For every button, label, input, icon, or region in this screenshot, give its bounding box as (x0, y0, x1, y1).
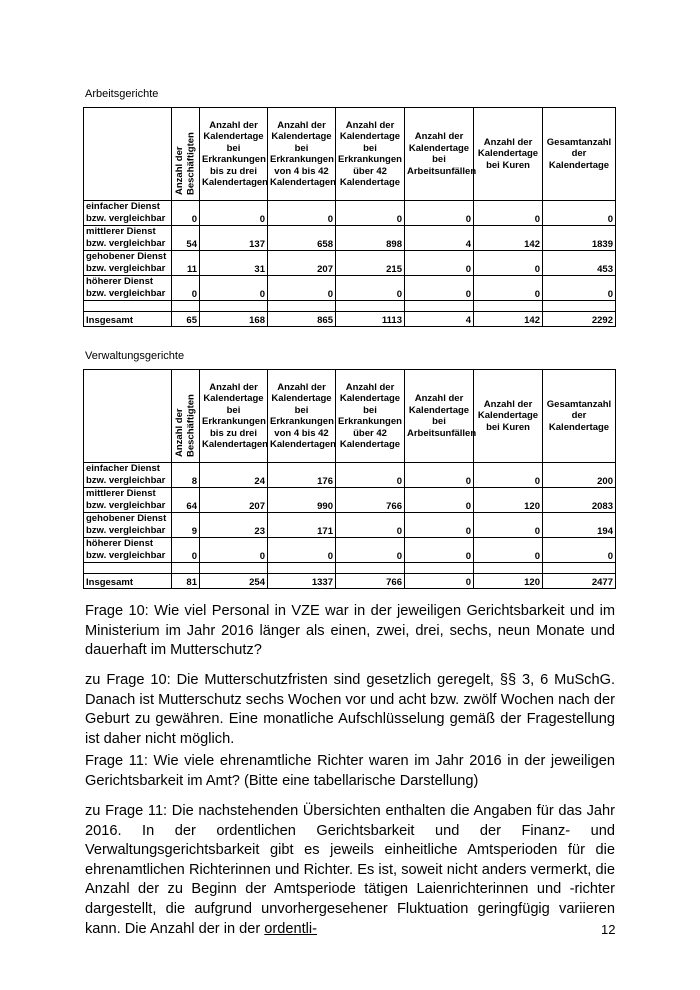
row-label: einfacher Dienst bzw. vergleichbar (84, 201, 172, 226)
table-cell: 176 (268, 463, 336, 488)
table-cell: 0 (543, 276, 616, 301)
table-cell: 0 (543, 538, 616, 563)
table-cell: 0 (336, 513, 405, 538)
total-cell: 2477 (543, 574, 616, 589)
table-cell: 0 (474, 538, 543, 563)
table-cell: 64 (172, 488, 200, 513)
table-cell: 766 (336, 488, 405, 513)
header-cell: Gesamtanzahl der Kalendertage (543, 108, 616, 201)
table-row (84, 201, 616, 226)
row-label: gehobener Dienst bzw. vergleichbar (84, 251, 172, 276)
total-cell: 1113 (336, 312, 405, 327)
header-cell: Anzahl der Beschäftigten (172, 108, 200, 201)
table-cell: 0 (405, 513, 474, 538)
row-label: mittlerer Dienst bzw. vergleichbar (84, 226, 172, 251)
empty-cell (84, 563, 172, 574)
empty-cell (268, 301, 336, 312)
empty-cell (336, 563, 405, 574)
total-cell: 0 (405, 574, 474, 589)
spacer-row (84, 563, 616, 574)
total-cell: 4 (405, 312, 474, 327)
table-cell: 2083 (543, 488, 616, 513)
header-cell: Anzahl der Kalendertage bei Erkrankungen von 4 bis 42 Kalendertagen (268, 370, 336, 463)
table-cell: 658 (268, 226, 336, 251)
header-cell: Anzahl der Beschäftigten (172, 370, 200, 463)
header-cell: Anzahl der Kalendertage bei Erkrankungen über 42 Kalendertage (336, 108, 405, 201)
spacer-row (84, 301, 616, 312)
table-cell: 0 (405, 538, 474, 563)
table-cell: 215 (336, 251, 405, 276)
table-cell: 0 (543, 201, 616, 226)
empty-cell (543, 563, 616, 574)
table-cell: 0 (268, 538, 336, 563)
table-cell: 0 (336, 201, 405, 226)
table-cell: 137 (200, 226, 268, 251)
table-cell: 0 (336, 463, 405, 488)
table-cell: 9 (172, 513, 200, 538)
table-cell: 0 (405, 201, 474, 226)
header-cell: Gesamtanzahl der Kalendertage (543, 370, 616, 463)
table-row (84, 538, 616, 563)
header-cell: Anzahl der Kalendertage bei Erkrankungen bis zu drei Kalendertagen (200, 108, 268, 201)
table-cell: 990 (268, 488, 336, 513)
table-cell: 200 (543, 463, 616, 488)
table-cell: 0 (405, 463, 474, 488)
header-cell: Anzahl der Kalendertage bei Arbeitsunfällen (405, 108, 474, 201)
table-cell: 0 (474, 513, 543, 538)
total-label: Insgesamt (84, 574, 172, 589)
table-row (84, 488, 616, 513)
total-cell: 120 (474, 574, 543, 589)
total-cell: 65 (172, 312, 200, 327)
total-row (84, 574, 616, 589)
table-caption: Arbeitsgerichte (85, 88, 159, 100)
empty-cell (474, 563, 543, 574)
table-cell: 24 (200, 463, 268, 488)
table-cell: 54 (172, 226, 200, 251)
table-cell: 207 (268, 251, 336, 276)
empty-cell (336, 301, 405, 312)
sick-days-table-labour-courts (83, 107, 616, 327)
empty-cell (172, 301, 200, 312)
header-blank-cell (84, 108, 172, 201)
table-cell: 0 (405, 488, 474, 513)
row-label: einfacher Dienst bzw. vergleichbar (84, 463, 172, 488)
total-cell: 254 (200, 574, 268, 589)
table-row (84, 226, 616, 251)
header-cell: Anzahl der Kalendertage bei Erkrankungen bis zu drei Kalendertagen (200, 370, 268, 463)
table-cell: 0 (336, 276, 405, 301)
table-cell: 0 (474, 276, 543, 301)
table-cell: 0 (336, 538, 405, 563)
page-number: 12 (601, 922, 616, 937)
row-label: mittlerer Dienst bzw. vergleichbar (84, 488, 172, 513)
header-blank-cell (84, 370, 172, 463)
table-cell: 0 (200, 538, 268, 563)
table-cell: 207 (200, 488, 268, 513)
row-label: höherer Dienst bzw. vergleichbar (84, 538, 172, 563)
header-cell: Anzahl der Kalendertage bei Arbeitsunfällen (405, 370, 474, 463)
table-cell: 142 (474, 226, 543, 251)
total-cell: 142 (474, 312, 543, 327)
table-cell: 0 (172, 276, 200, 301)
header-row (84, 370, 616, 463)
header-cell: Anzahl der Kalendertage bei Erkrankungen von 4 bis 42 Kalendertagen (268, 108, 336, 201)
table-cell: 0 (200, 201, 268, 226)
total-cell: 168 (200, 312, 268, 327)
table-cell: 0 (172, 201, 200, 226)
header-cell: Anzahl der Kalendertage bei Erkrankungen über 42 Kalendertage (336, 370, 405, 463)
row-label: gehobener Dienst bzw. vergleichbar (84, 513, 172, 538)
table-cell: 11 (172, 251, 200, 276)
table-cell: 0 (268, 201, 336, 226)
answer-10: zu Frage 10: Die Mutterschutzfristen sind gesetzlich geregelt, §§ 3, 6 MuSchG. Danach ist Mutterschutz sechs Wochen vor und acht bzw. zwölf Wochen nach der Geburt zu gewähren. Eine monatliche Aufschlüsselung gemäß der Fragestellung ist daher nicht möglich. (85, 672, 615, 747)
total-row (84, 312, 616, 327)
empty-cell (200, 301, 268, 312)
table-row (84, 513, 616, 538)
answer-11 (85, 802, 615, 939)
table-caption: Verwaltungsgerichte (85, 350, 185, 362)
table-cell: 0 (474, 201, 543, 226)
empty-cell (405, 563, 474, 574)
header-cell: Anzahl der Kalendertage bei Kuren (474, 108, 543, 201)
table-row (84, 251, 616, 276)
table-row (84, 276, 616, 301)
empty-cell (200, 563, 268, 574)
empty-cell (405, 301, 474, 312)
question-10: Frage 10: Wie viel Personal in VZE war in der jeweiligen Gerichtsbarkeit und im Ministerium im Jahr 2016 länger als einen, zwei, drei, sechs, neun Monate und dauerhaft im Mutterschutz? (85, 603, 615, 659)
empty-cell (543, 301, 616, 312)
table-cell: 23 (200, 513, 268, 538)
table-cell: 0 (474, 251, 543, 276)
total-label: Insgesamt (84, 312, 172, 327)
answer-11-text: zu Frage 11: Die nachstehenden Übersichten enthalten die Angaben für das Jahr 2016. In der ordentlichen Gerichtsbarkeit und der Finanz- und Verwaltungsgerichtsbarkeit gibt es jeweils einheitliche Amtsperioden für die ehrenamtlichen Richterinnen und Richter. Es ist, soweit nicht anders vermerkt, die Anzahl der zu Beginn der Amtsperiode tätigen Laienrichterinnen und -richter dargestellt, die aufgrund unvorhergesehener Fluktuation geringfügig variieren kann. Die Anzahl der in der (85, 803, 615, 937)
row-label: höherer Dienst bzw. vergleichbar (84, 276, 172, 301)
table-cell: 171 (268, 513, 336, 538)
empty-cell (268, 563, 336, 574)
table-cell: 0 (405, 251, 474, 276)
sick-days-table-administrative-courts (83, 369, 616, 589)
total-cell: 1337 (268, 574, 336, 589)
total-cell: 2292 (543, 312, 616, 327)
answer-11-underlined-word: ordentli- (264, 920, 318, 937)
table-cell: 4 (405, 226, 474, 251)
table-cell: 453 (543, 251, 616, 276)
table-cell: 0 (268, 276, 336, 301)
empty-cell (84, 301, 172, 312)
total-cell: 865 (268, 312, 336, 327)
table-cell: 120 (474, 488, 543, 513)
header-cell: Anzahl der Kalendertage bei Kuren (474, 370, 543, 463)
empty-cell (172, 563, 200, 574)
table-cell: 31 (200, 251, 268, 276)
table-cell: 8 (172, 463, 200, 488)
table-cell: 0 (200, 276, 268, 301)
question-11: Frage 11: Wie viele ehrenamtliche Richter waren im Jahr 2016 in der jeweiligen Gerichtsbarkeit im Amt? (Bitte eine tabellarische Darstellung) (85, 753, 615, 789)
table-row (84, 463, 616, 488)
total-cell: 766 (336, 574, 405, 589)
table-cell: 898 (336, 226, 405, 251)
total-cell: 81 (172, 574, 200, 589)
empty-cell (474, 301, 543, 312)
table-cell: 0 (172, 538, 200, 563)
header-row (84, 108, 616, 201)
table-cell: 0 (474, 463, 543, 488)
table-cell: 1839 (543, 226, 616, 251)
table-cell: 0 (405, 276, 474, 301)
table-cell: 194 (543, 513, 616, 538)
